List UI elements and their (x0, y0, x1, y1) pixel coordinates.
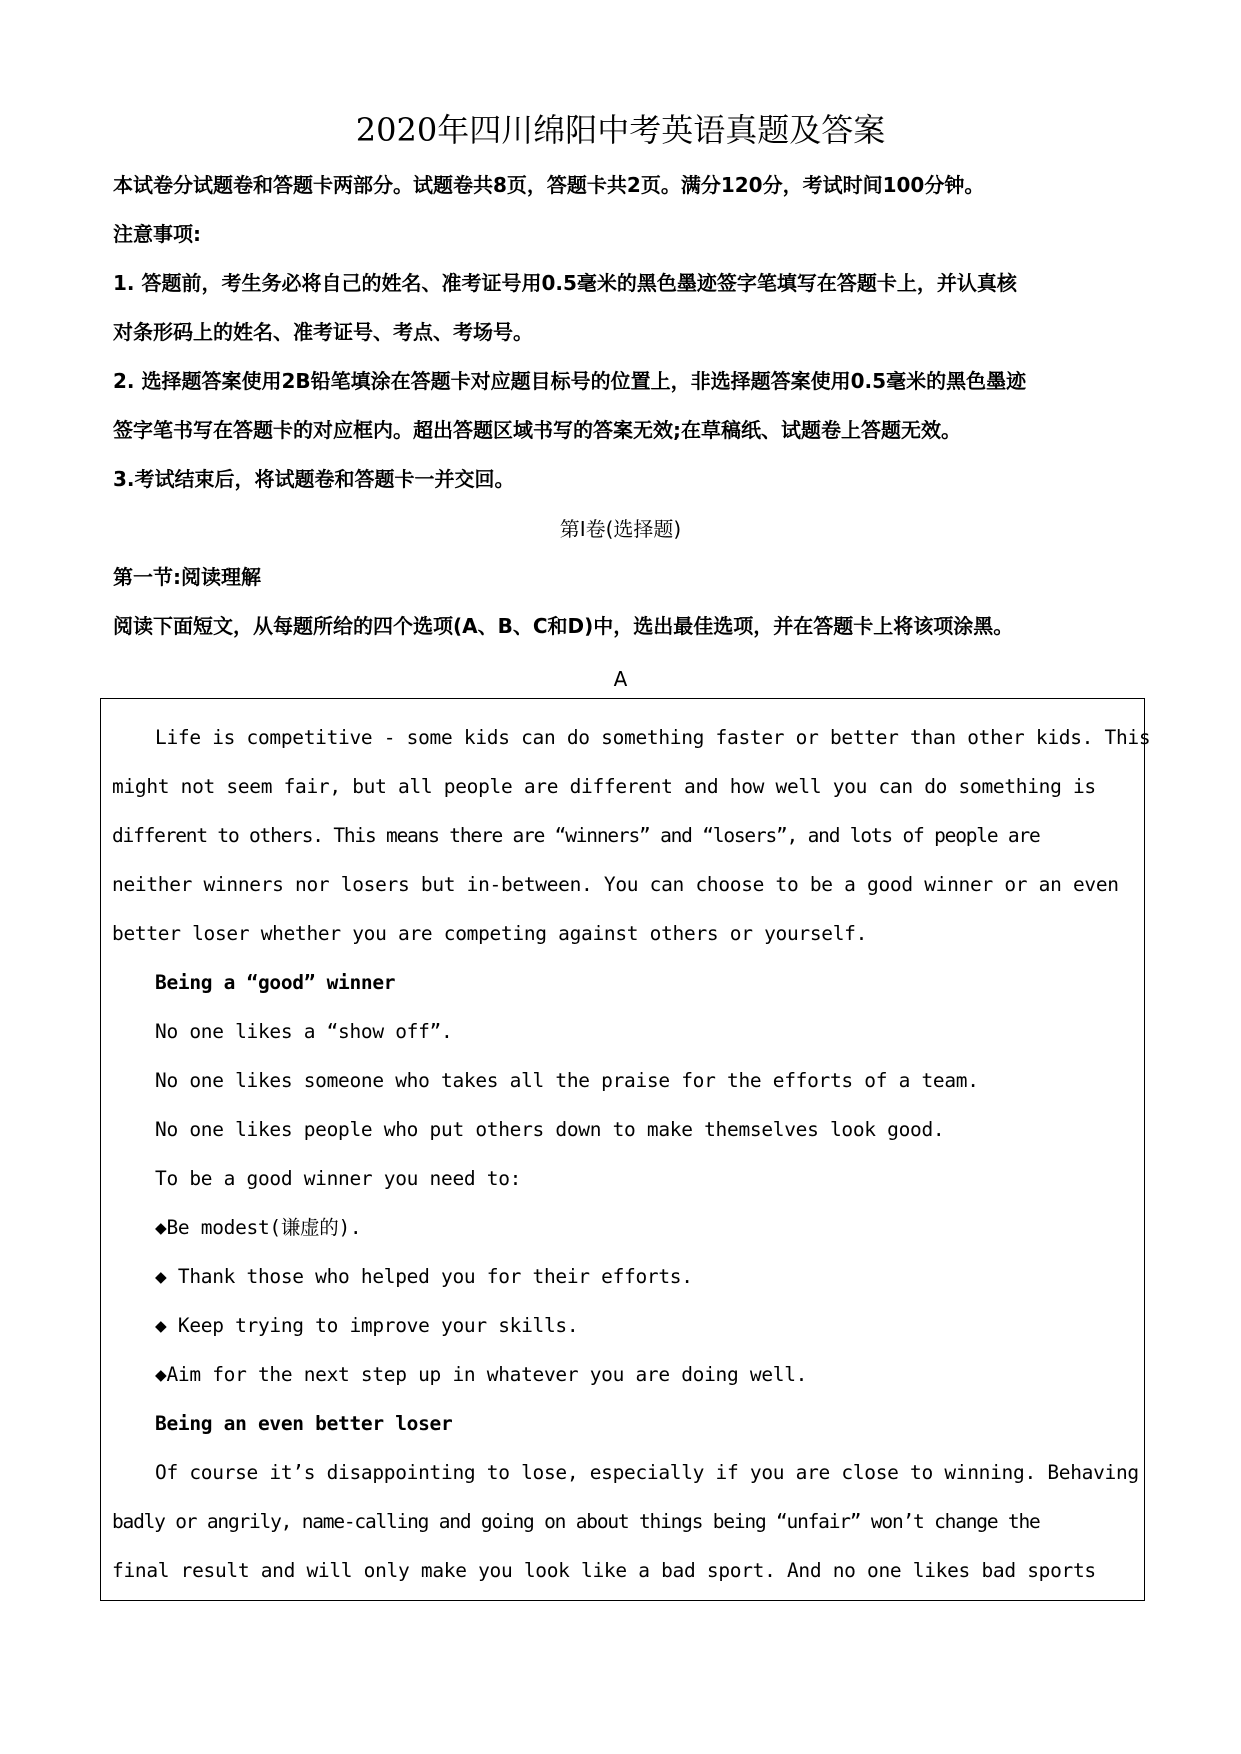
passage-label: A (613, 667, 628, 691)
subheading-good-winner: Being a “good” winner (155, 971, 396, 994)
bullet-item-1: ◆Be modest(谦虚的). (155, 1216, 362, 1239)
reading-directions: 阅读下面短文，从每题所给的四个选项(A、B、C和D)中，选出最佳选项，并在答题卡上将该项涂黑。 (113, 614, 1014, 638)
part-heading: 第一节:阅读理解 (113, 565, 261, 589)
page-title: 2020年四川绵阳中考英语真题及答案 (355, 111, 886, 149)
passage-p1-line-3: different to others. This means there are “winners” and “losers”, and lots of people are (112, 824, 1040, 847)
notice-item-2-line-1: 2. 选择题答案使用2B铅笔填涂在答题卡对应题目标号的位置上，非选择题答案使用0.5毫米的黑色墨迹 (113, 369, 1027, 393)
passage-box (100, 698, 1151, 1601)
passage-sentence-3: No one likes people who put others down to make themselves look good. (155, 1118, 945, 1141)
passage-p2-line-1: Of course it’s disappointing to lose, especially if you are close to winning. Behaving (155, 1461, 1139, 1484)
bullet-item-2: ◆ Thank those who helped you for their efforts. (155, 1265, 693, 1288)
bullet-item-4: ◆Aim for the next step up in whatever you are doing well. (155, 1363, 808, 1386)
passage-p2-line-2: badly or angrily, name-calling and going on about things being “unfair” won’t change the (112, 1510, 1040, 1533)
notice-heading: 注意事项: (113, 222, 201, 246)
notice-item-1-line-1: 1. 答题前，考生务必将自己的姓名、准考证号用0.5毫米的黑色墨迹签字笔填写在答题卡上，并认真核 (113, 271, 1017, 295)
exam-intro: 本试卷分试题卷和答题卡两部分。试题卷共8页，答题卡共2页。满分120分，考试时间100分钟。 (113, 173, 985, 197)
passage-p1-line-2: might not seem fair, but all people are different and how well you can do something is (112, 775, 1096, 798)
volume-heading: 第Ⅰ卷(选择题) (559, 517, 682, 541)
notice-item-1-line-2: 对条形码上的姓名、准考证号、考点、考场号。 (113, 320, 533, 344)
passage-p2-line-3: final result and will only make you look like a bad sport. And no one likes bad sports (112, 1559, 1096, 1582)
subheading-better-loser: Being an even better loser (155, 1412, 453, 1435)
passage-sentence-4: To be a good winner you need to: (155, 1167, 522, 1190)
passage-p1-line-4: neither winners nor losers but in-between. You can choose to be a good winner or an even (112, 873, 1119, 896)
bullet-item-3: ◆ Keep trying to improve your skills. (155, 1314, 579, 1337)
notice-item-3: 3.考试结束后，将试题卷和答题卡一并交回。 (113, 467, 515, 491)
notice-item-2-line-2: 签字笔书写在答题卡的对应框内。超出答题区域书写的答案无效;在草稿纸、试题卷上答题无效。 (113, 418, 961, 442)
passage-p1-line-1: Life is competitive - some kids can do something faster or better than other kids. This (155, 726, 1151, 749)
passage-sentence-1: No one likes a “show off”. (155, 1020, 453, 1043)
passage-sentence-2: No one likes someone who takes all the praise for the efforts of a team. (155, 1069, 979, 1092)
passage-p1-line-5: better loser whether you are competing against others or yourself. (112, 922, 868, 945)
